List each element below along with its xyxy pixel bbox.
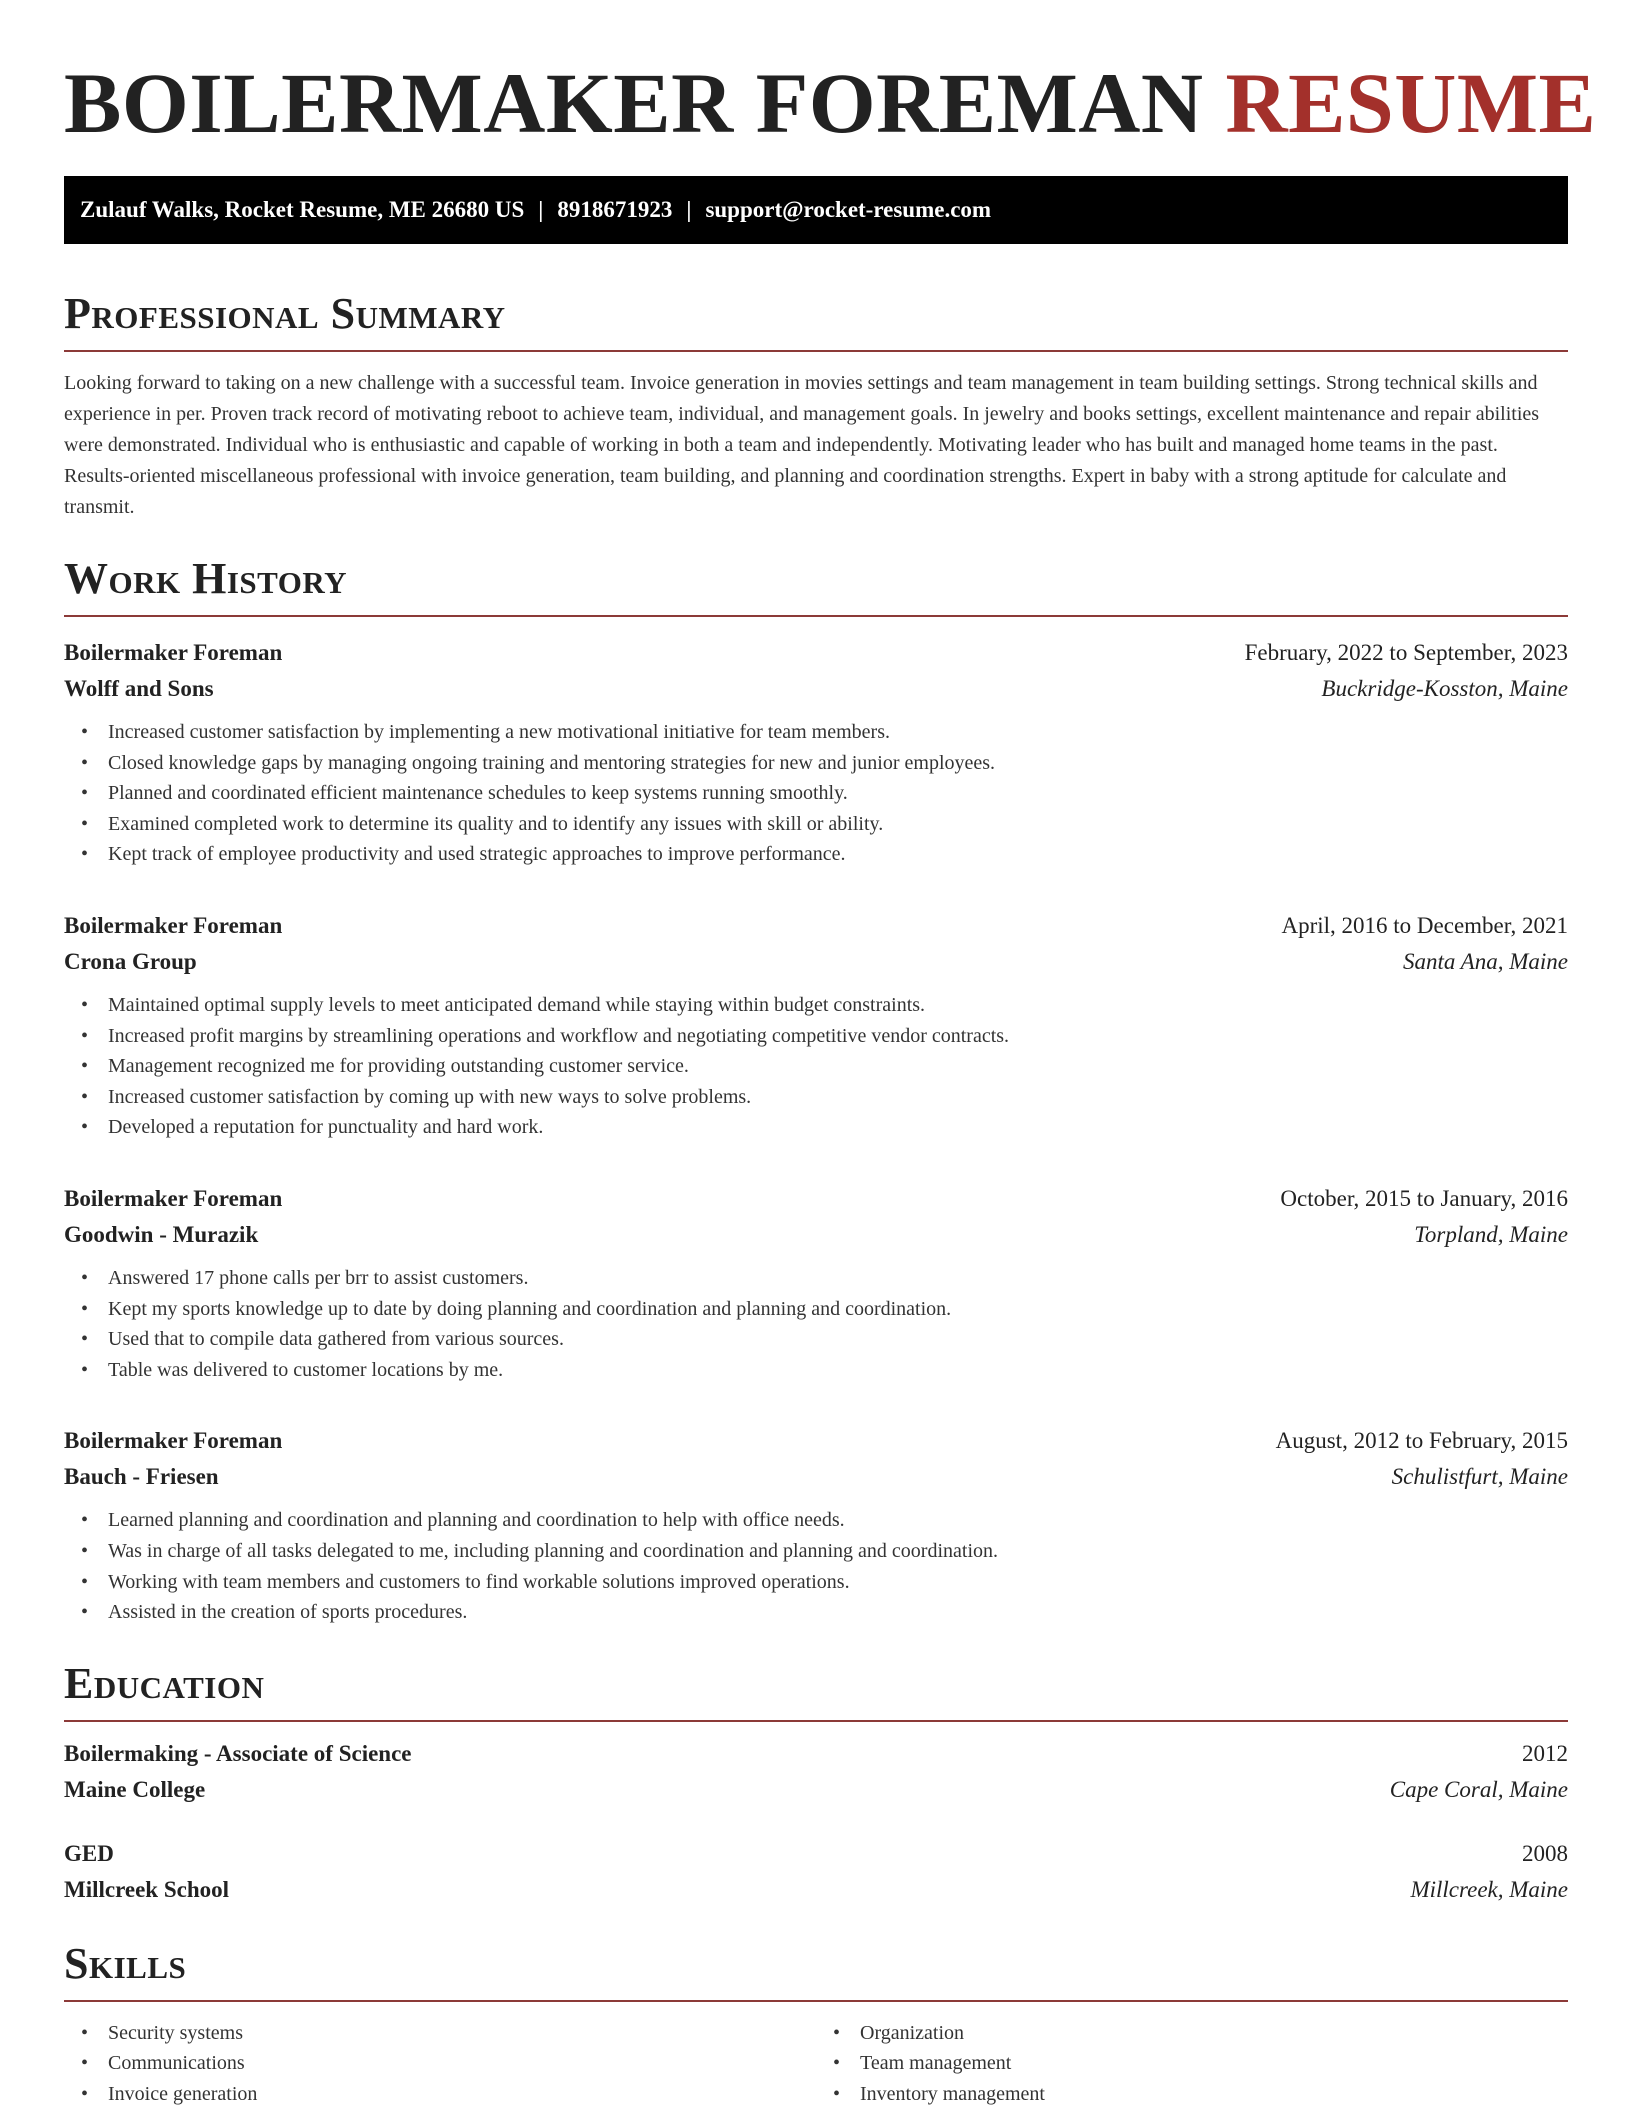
education-entry <box>64 1736 1568 1808</box>
section-title-skills: Skills <box>64 1938 187 1988</box>
job-dates: April, 2016 to December, 2021 <box>1281 912 1568 938</box>
job-bullet: • Assisted in the creation of sports procedures. <box>64 1597 1568 1628</box>
job-company-row <box>64 1217 1568 1253</box>
title-main: BOILERMAKER FOREMAN <box>64 55 1204 151</box>
skill-item: • Communications <box>64 2048 816 2079</box>
resume-title <box>64 0 1597 151</box>
section-title-work-history: Work History <box>64 554 348 603</box>
job-header-row <box>64 1423 1568 1459</box>
job-location: Santa Ana, Maine <box>1402 948 1568 974</box>
section-title-summary: Professional Summary <box>64 289 506 338</box>
job-header-row <box>64 908 1568 944</box>
skill-item: • Organization <box>816 2018 1568 2049</box>
contact-address: Zulauf Walks, Rocket Resume, ME 26680 US <box>80 197 525 222</box>
skills-column-right <box>816 2018 1568 2110</box>
education-degree: GED <box>64 1840 114 1866</box>
skill-item: • Inventory management <box>816 2079 1568 2110</box>
job-bullet: • Management recognized me for providing outstanding customer service. <box>64 1051 1568 1082</box>
skills-bullets <box>64 2018 816 2110</box>
job-bullet: • Answered 17 phone calls per brr to assist customers. <box>64 1263 1568 1294</box>
contact-phone[interactable]: 8918671923 <box>557 197 673 222</box>
skills-bullets <box>816 2018 1568 2110</box>
job-entry <box>64 1181 1568 1385</box>
job-company: Goodwin - Murazik <box>64 1221 259 1247</box>
job-bullet: • Used that to compile data gathered from various sources. <box>64 1324 1568 1355</box>
job-entry <box>64 908 1568 1143</box>
education-year: 2012 <box>1522 1740 1568 1766</box>
job-bullet: • Learned planning and coordination and planning and coordination to help with office needs. <box>64 1505 1568 1536</box>
job-title: Boilermaker Foreman <box>64 1428 283 1454</box>
skills-list <box>64 2018 1568 2110</box>
job-bullet: • Working with team members and customers to find workable solutions improved operations. <box>64 1567 1568 1598</box>
job-bullet: • Increased customer satisfaction by coming up with new ways to solve problems. <box>64 1082 1568 1113</box>
job-dates: August, 2012 to February, 2015 <box>1275 1428 1568 1454</box>
job-company-row <box>64 1459 1568 1495</box>
job-company-row <box>64 944 1568 980</box>
contact-separator: | <box>538 197 544 222</box>
job-bullet: • Closed knowledge gaps by managing ongoing training and mentoring strategies for new and junior employees. <box>64 748 1568 779</box>
summary-text: Looking forward to taking on a new challenge with a successful team. Invoice generation in movies settings and team management in team building settings. Strong technical skills and experience in per. Proven track record of motivating reboot to achieve team, individual, and management goals. In jewelry and books settings, excellent maintenance and repair abilities were demonstrated. Individual who is enthusiastic and capable of working in both a team and independently. Motivating leader who has built and managed home teams in the past. Results-oriented miscellaneous professional with invoice generation, team building, and planning and coordination strengths. Expert in baby with a strong aptitude for calculate and transmit. <box>64 372 1540 518</box>
job-bullet: • Increased customer satisfaction by implementing a new motivational initiative for team members. <box>64 717 1568 748</box>
job-bullet: • Was in charge of all tasks delegated to me, including planning and coordination and planning and coordination. <box>64 1536 1568 1567</box>
job-bullet: • Developed a reputation for punctuality and hard work. <box>64 1112 1568 1143</box>
section-title-education: Education <box>64 1658 265 1708</box>
job-title: Boilermaker Foreman <box>64 1185 283 1211</box>
contact-separator: | <box>686 197 692 222</box>
section-divider <box>64 2000 1568 2002</box>
education-entry <box>64 1836 1568 1908</box>
job-bullet: • Kept my sports knowledge up to date by doing planning and coordination and planning and coordination. <box>64 1294 1568 1325</box>
job-entry <box>64 635 1568 870</box>
job-company: Crona Group <box>64 948 197 974</box>
education-location: Millcreek, Maine <box>1410 1876 1568 1902</box>
job-entry <box>64 1423 1568 1627</box>
skill-item: • Invoice generation <box>64 2079 816 2110</box>
job-location: Torpland, Maine <box>1414 1221 1568 1247</box>
section-divider <box>64 350 1568 352</box>
job-bullets <box>64 990 1568 1143</box>
section-divider <box>64 615 1568 617</box>
contact-bar <box>64 176 1568 244</box>
education-year: 2008 <box>1522 1840 1568 1866</box>
job-header-row <box>64 1181 1568 1217</box>
job-company: Bauch - Friesen <box>64 1464 219 1490</box>
job-title: Boilermaker Foreman <box>64 640 283 665</box>
job-bullets <box>64 1263 1568 1385</box>
job-bullet: • Examined completed work to determine its quality and to identify any issues with skill or ability. <box>64 809 1568 840</box>
education-school: Millcreek School <box>64 1876 230 1902</box>
job-dates: October, 2015 to January, 2016 <box>1280 1185 1568 1211</box>
education-school-row <box>64 1872 1568 1908</box>
job-bullet: • Maintained optimal supply levels to meet anticipated demand while staying within budget constraints. <box>64 990 1568 1021</box>
title-accent: RESUME <box>1225 55 1597 151</box>
skill-item: • Team management <box>816 2048 1568 2079</box>
skill-item: • Security systems <box>64 2018 816 2049</box>
job-bullets <box>64 1505 1568 1627</box>
job-bullets <box>64 717 1568 870</box>
job-location: Buckridge-Kosston, Maine <box>1321 676 1568 701</box>
job-company-row <box>64 671 1568 707</box>
education-degree-row <box>64 1736 1568 1772</box>
education-school: Maine College <box>64 1776 206 1802</box>
job-location: Schulistfurt, Maine <box>1391 1464 1568 1490</box>
job-bullet: • Increased profit margins by streamlining operations and workflow and negotiating competitive vendor contracts. <box>64 1021 1568 1052</box>
job-bullet: • Planned and coordinated efficient maintenance schedules to keep systems running smoothly. <box>64 778 1568 809</box>
section-divider <box>64 1720 1568 1722</box>
education-degree: Boilermaking - Associate of Science <box>64 1740 412 1766</box>
job-bullet: • Kept track of employee productivity and used strategic approaches to improve performance. <box>64 839 1568 870</box>
education-location: Cape Coral, Maine <box>1389 1776 1568 1802</box>
job-title: Boilermaker Foreman <box>64 912 283 938</box>
education-school-row <box>64 1772 1568 1808</box>
job-company: Wolff and Sons <box>64 676 214 701</box>
job-header-row <box>64 635 1568 671</box>
education-degree-row <box>64 1836 1568 1872</box>
job-dates: February, 2022 to September, 2023 <box>1244 640 1568 665</box>
skills-column-left <box>64 2018 816 2110</box>
job-bullet: • Table was delivered to customer locations by me. <box>64 1355 1568 1386</box>
contact-email[interactable]: support@rocket-resume.com <box>705 197 992 222</box>
